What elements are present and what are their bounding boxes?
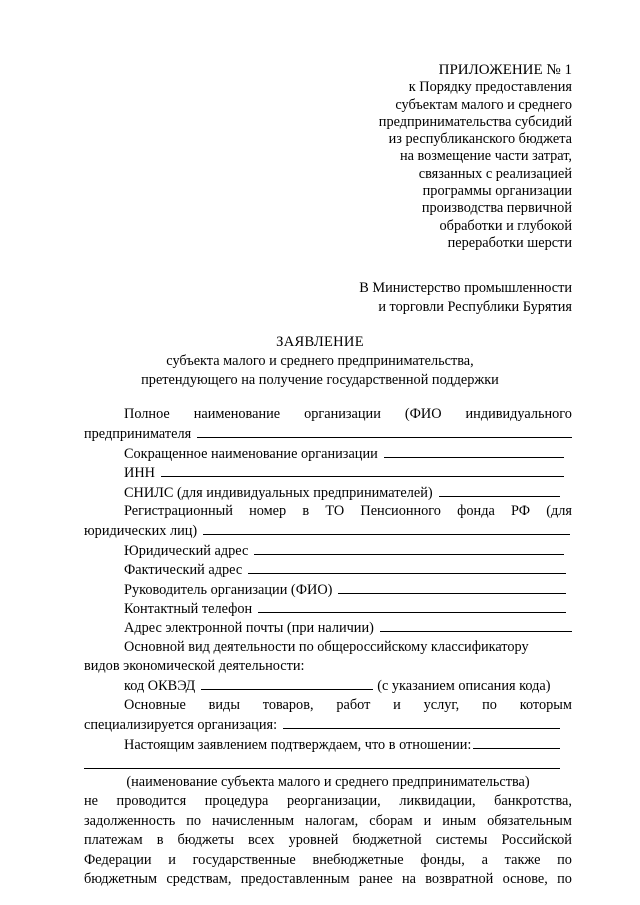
word: сборам bbox=[369, 812, 413, 829]
short-name-field[interactable] bbox=[84, 444, 572, 463]
phone-field[interactable] bbox=[84, 599, 572, 618]
confirm-blank[interactable] bbox=[473, 735, 560, 749]
addressee-block bbox=[359, 279, 572, 317]
word: фонды, bbox=[420, 851, 465, 868]
okved-code-blank[interactable] bbox=[201, 676, 373, 690]
word: которым bbox=[519, 696, 572, 713]
okved-text-line-1: Основной вид деятельности по общероссийскому классификатору bbox=[124, 638, 529, 655]
word: ликвидации, bbox=[399, 793, 476, 810]
registration-label: юридических лиц) bbox=[84, 523, 198, 540]
short-name-label: Сокращенное наименование организации bbox=[124, 445, 378, 462]
word: бюджетной bbox=[352, 832, 422, 849]
word: платежам bbox=[84, 832, 143, 849]
confirm-label: Настоящим заявлением подтверждаем, что в отношении: bbox=[124, 736, 472, 753]
word: задолженность bbox=[84, 812, 176, 829]
registration-blank[interactable] bbox=[203, 521, 570, 535]
word: фонда bbox=[457, 502, 495, 519]
head-name-label: Руководитель организации (ФИО) bbox=[124, 581, 333, 598]
goods-blank[interactable] bbox=[283, 715, 560, 729]
full-name-blank[interactable] bbox=[197, 424, 572, 438]
title-block bbox=[0, 333, 640, 390]
word: наименование bbox=[193, 406, 281, 422]
short-name-blank[interactable] bbox=[384, 444, 564, 458]
full-name-label: предпринимателя bbox=[84, 426, 192, 443]
word: и bbox=[423, 812, 432, 829]
okved-code-field[interactable] bbox=[84, 676, 572, 695]
paragraph-line bbox=[84, 812, 572, 831]
word: банкротства, bbox=[494, 793, 572, 810]
appendix-heading: ПРИЛОЖЕНИЕ № 1 bbox=[438, 62, 572, 78]
word: номер bbox=[249, 502, 287, 519]
addressee-line-1: В Министерство промышленности bbox=[359, 280, 572, 296]
word: Основные bbox=[124, 696, 186, 713]
word: реорганизации, bbox=[286, 793, 381, 810]
word: всех bbox=[248, 832, 275, 849]
appendix-line: обработки и глубокой bbox=[439, 217, 572, 234]
document-subtitle-1: субъекта малого и среднего предпринимательства, bbox=[166, 353, 474, 369]
appendix-line: программы организации bbox=[422, 183, 572, 200]
okved-code-label: код ОКВЭД bbox=[124, 678, 196, 695]
word: уровней bbox=[288, 832, 339, 849]
word: РФ bbox=[511, 502, 531, 519]
word: по bbox=[186, 812, 202, 829]
word: Федерации bbox=[84, 851, 152, 868]
word: а bbox=[481, 851, 488, 868]
snils-label: СНИЛС (для индивидуальных предпринимателей) bbox=[124, 484, 433, 501]
word: иным bbox=[442, 812, 477, 829]
okved-code-note: (с указанием описания кода) bbox=[377, 678, 551, 695]
application-form bbox=[84, 405, 572, 889]
word: на bbox=[401, 870, 416, 887]
word: также bbox=[504, 851, 541, 868]
legal-address-label: Юридический адрес bbox=[124, 542, 249, 559]
paragraph-line bbox=[84, 831, 572, 850]
snils-field[interactable] bbox=[84, 483, 572, 502]
word: обязательным bbox=[487, 812, 572, 829]
word: по bbox=[557, 870, 572, 887]
word: проводится bbox=[116, 793, 187, 810]
head-name-field[interactable] bbox=[84, 580, 572, 599]
actual-address-field[interactable] bbox=[84, 560, 572, 579]
word: виды bbox=[208, 696, 240, 713]
word: в bbox=[302, 502, 310, 519]
email-field[interactable] bbox=[84, 618, 572, 637]
appendix-line: переработки шерсти bbox=[447, 234, 572, 251]
okved-text-line-2: видов экономической деятельности: bbox=[84, 658, 305, 675]
inn-field[interactable] bbox=[84, 463, 572, 482]
word: Регистрационный bbox=[124, 502, 233, 519]
actual-address-blank[interactable] bbox=[248, 560, 566, 574]
email-label: Адрес электронной почты (при наличии) bbox=[124, 620, 374, 637]
registration-field[interactable] bbox=[84, 521, 572, 540]
phone-blank[interactable] bbox=[258, 599, 566, 613]
word: начисленным bbox=[212, 812, 295, 829]
word: Пенсионного bbox=[360, 502, 441, 519]
legal-address-blank[interactable] bbox=[254, 541, 564, 555]
phone-label: Контактный телефон bbox=[124, 600, 253, 617]
word: возвратной bbox=[425, 870, 494, 887]
goods-field[interactable] bbox=[84, 715, 572, 734]
word: организации bbox=[304, 406, 381, 422]
word: (для bbox=[546, 502, 572, 519]
appendix-line: производства первичной bbox=[421, 200, 572, 217]
email-blank[interactable] bbox=[380, 618, 572, 632]
full-name-label-line bbox=[84, 405, 572, 424]
legal-address-field[interactable] bbox=[84, 541, 572, 560]
word: и bbox=[393, 696, 401, 713]
word: основе, bbox=[502, 870, 548, 887]
head-name-blank[interactable] bbox=[338, 580, 566, 594]
paragraph-line bbox=[84, 792, 572, 811]
paragraph-line bbox=[84, 851, 572, 870]
appendix-line: на возмещение части затрат, bbox=[399, 148, 572, 165]
inn-label: ИНН bbox=[124, 465, 155, 482]
word: работ bbox=[336, 696, 371, 713]
word: государственные bbox=[192, 851, 296, 868]
entity-name-caption: (наименование субъекта малого и среднего предпринимательства) bbox=[126, 774, 530, 791]
word: внебюджетные bbox=[312, 851, 404, 868]
appendix-line: из республиканского бюджета bbox=[388, 131, 572, 148]
appendix-line: связанных с реализацией bbox=[418, 165, 572, 182]
appendix-line: к Порядку предоставления bbox=[408, 79, 572, 96]
actual-address-label: Фактический адрес bbox=[124, 562, 243, 579]
word: Российской bbox=[501, 832, 572, 849]
full-name-field[interactable] bbox=[84, 424, 572, 443]
appendix-block bbox=[379, 62, 572, 252]
word: товаров, bbox=[262, 696, 314, 713]
addressee-line-2: и торговли Республики Бурятия bbox=[378, 299, 572, 315]
word: бюджетным bbox=[84, 870, 158, 887]
word: по bbox=[482, 696, 497, 713]
word: процедура bbox=[204, 793, 269, 810]
inn-blank[interactable] bbox=[161, 463, 564, 477]
word: по bbox=[557, 851, 572, 868]
registration-label-line bbox=[84, 502, 572, 521]
document-title: ЗАЯВЛЕНИЕ bbox=[276, 334, 364, 350]
word: предоставленным bbox=[240, 870, 350, 887]
snils-blank[interactable] bbox=[439, 483, 560, 497]
word: средствам, bbox=[166, 870, 232, 887]
word: системы bbox=[435, 832, 488, 849]
word: в bbox=[156, 832, 164, 849]
word: Полное bbox=[124, 406, 170, 422]
goods-label-line bbox=[84, 696, 572, 715]
word: индивидуального bbox=[465, 406, 572, 422]
appendix-line: предпринимательства субсидий bbox=[378, 113, 572, 130]
paragraph-line bbox=[84, 870, 572, 889]
word: и bbox=[168, 851, 176, 868]
word: бюджеты bbox=[177, 832, 234, 849]
word: услуг, bbox=[423, 696, 460, 713]
word: налогам, bbox=[305, 812, 359, 829]
word: ТО bbox=[325, 502, 345, 519]
appendix-line: субъектам малого и среднего bbox=[395, 96, 572, 113]
document-subtitle-2: претендующего на получение государственной поддержки bbox=[141, 372, 499, 388]
word: не bbox=[84, 793, 98, 810]
word: (ФИО bbox=[404, 406, 442, 422]
word: ранее bbox=[358, 870, 393, 887]
goods-label: специализируется организация: bbox=[84, 717, 278, 734]
